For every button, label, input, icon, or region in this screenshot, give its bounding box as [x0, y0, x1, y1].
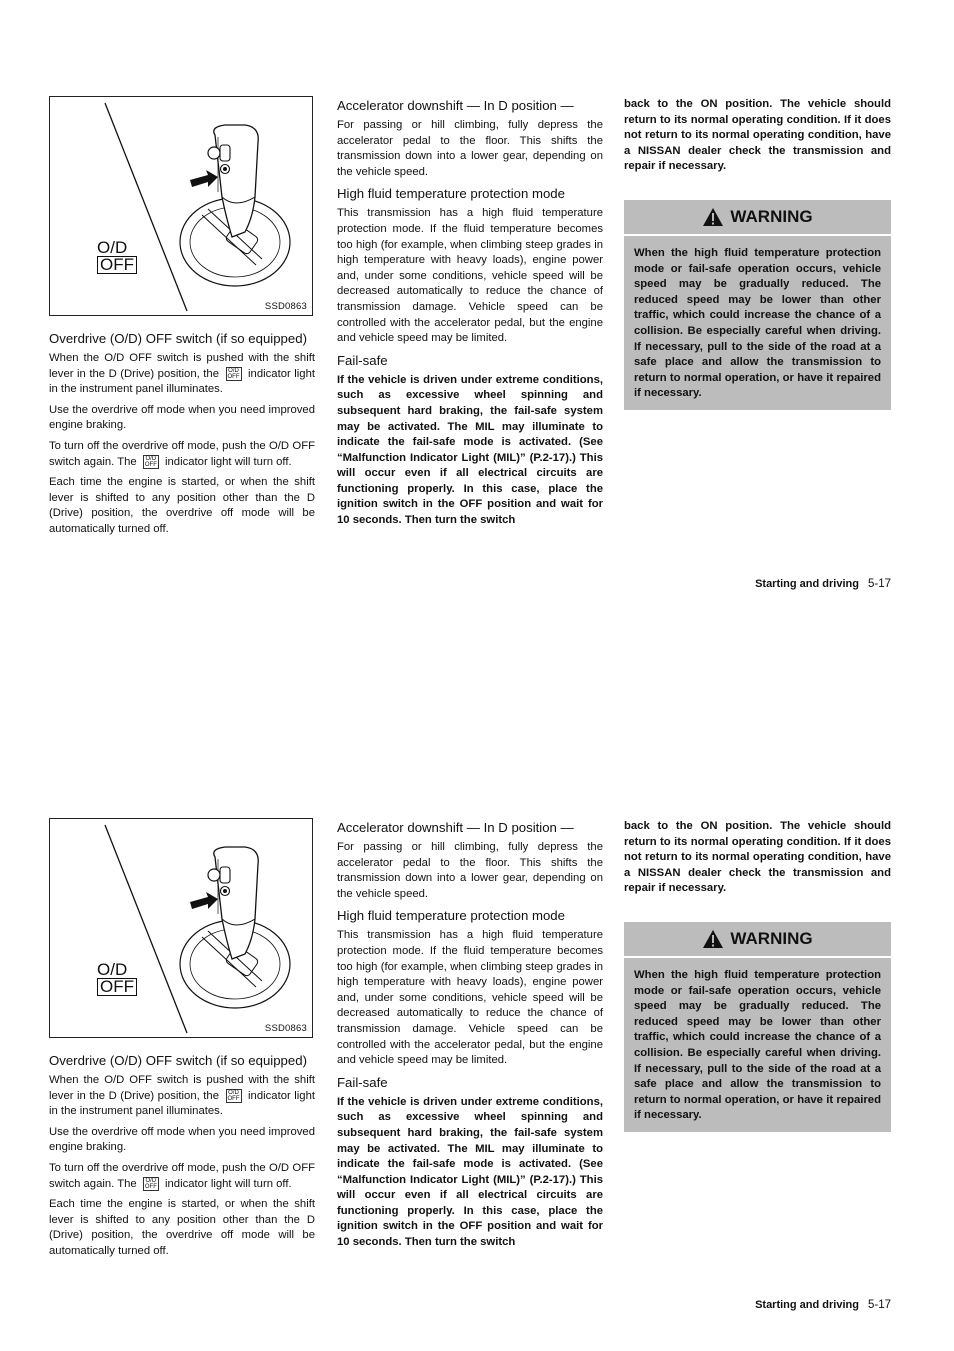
icon-text-top: O/D — [228, 367, 239, 374]
icon-text-bottom: OFF — [227, 1095, 240, 1102]
paragraph-bold: back to the ON position. The vehicle should return to its normal operating condition. If it does not return to its normal operating condition, have a NISSAN dealer check the transmission and repair if necessary. — [624, 98, 891, 173]
paragraph-bold: If the vehicle is driven under extreme conditions, such as excessive wheel spinning and subsequent hard braking, the fail-safe system may be activated. The MIL may illuminate to indicate the fail-safe mode is activated. (See “Malfunction Indicator Light (MIL)” (P.2-17).) This will occur even if all electrical circuits are functioning properly. In this case, place the ignition switch in the OFF position and wait for 10 seconds. Then turn the switch — [337, 1095, 603, 1249]
icon-text-top: O/D — [228, 1089, 239, 1096]
column-left — [49, 330, 315, 543]
warning-header — [624, 922, 891, 958]
shift-lever-figure — [49, 818, 313, 1038]
paragraph-text: indicator light will turn off. — [165, 1177, 292, 1190]
paragraph-text: indicator light in the instrument panel illuminates. — [49, 1089, 315, 1118]
paragraph-text: indicator light in the instrument panel illuminates. — [49, 367, 315, 396]
warning-title: WARNING — [730, 207, 813, 226]
paragraph-text: To turn off the overdrive off mode, push the O/D OFF switch again. The — [49, 1161, 315, 1190]
footer-page-number: 5-17 — [867, 578, 891, 590]
column-right — [624, 819, 891, 902]
paragraph-bold: If the vehicle is driven under extreme conditions, such as excessive wheel spinning and subsequent hard braking, the fail-safe system may be activated. The MIL may illuminate to indicate the fail-safe mode is activated. (See “Malfunction Indicator Light (MIL)” (P.2-17).) This will occur even if all electrical circuits are functioning properly. In this case, place the ignition switch in the OFF position and wait for 10 seconds. Then turn the switch — [337, 373, 603, 527]
paragraph: Use the overdrive off mode when you need improved engine braking. — [49, 1125, 315, 1154]
od-off-label — [97, 239, 137, 274]
section-heading-overdrive: Overdrive (O/D) OFF switch (if so equipped) — [49, 331, 307, 346]
paragraph: For passing or hill climbing, fully depress the accelerator pedal to the floor. This shifts the transmission down into a lower gear, depending on the vehicle speed. — [337, 841, 603, 900]
od-label-text: O/D — [97, 238, 128, 257]
od-off-indicator-icon — [143, 455, 159, 469]
warning-body: When the high fluid temperature protection mode or fail-safe operation occurs, vehicle speed may be gradually reduced. The reduced speed may be lower than other traffic, which could increase the chance of a collision. Be especially careful when driving. If necessary, pull to the side of the road at a safe place and allow the transmission to return to normal operation, or have it repaired if necessary. — [634, 969, 881, 1122]
footer-page-number: 5-17 — [867, 1299, 891, 1311]
warning-triangle-icon — [702, 929, 724, 949]
paragraph: For passing or hill climbing, fully depress the accelerator pedal to the floor. This shifts the transmission down into a lower gear, depending on the vehicle speed. — [337, 119, 603, 178]
paragraph — [49, 439, 315, 470]
paragraph — [49, 1073, 315, 1120]
warning-box — [624, 200, 891, 410]
section-heading-overdrive: Overdrive (O/D) OFF switch (if so equipped) — [49, 1053, 307, 1068]
paragraph-text: When the O/D OFF switch is pushed with the shift lever in the D (Drive) position, the — [49, 352, 315, 380]
paragraph-text: When the O/D OFF switch is pushed with the shift lever in the D (Drive) position, the — [49, 1074, 315, 1102]
paragraph: Use the overdrive off mode when you need improved engine braking. — [49, 403, 315, 432]
off-label-text: OFF — [97, 978, 137, 996]
section-heading-fluid-temp: High fluid temperature protection mode — [337, 908, 565, 924]
shift-lever-illustration — [50, 819, 314, 1039]
section-heading-downshift: Accelerator downshift — In D position — — [337, 820, 574, 835]
paragraph-bold: back to the ON position. The vehicle should return to its normal operating condition. If it does not return to its normal operating condition, have a NISSAN dealer check the transmission and repair if necessary. — [624, 820, 891, 895]
paragraph: Each time the engine is started, or when the shift lever is shifted to any position other than the D (Drive) position, the overdrive off mode will be automatically turned off. — [49, 476, 315, 535]
column-middle — [337, 819, 603, 1256]
page-footer — [755, 1299, 891, 1311]
od-off-indicator-icon — [226, 367, 242, 381]
warning-header — [624, 200, 891, 236]
icon-text-bottom: OFF — [144, 461, 157, 468]
paragraph-text: indicator light will turn off. — [165, 455, 292, 468]
icon-text-top: O/D — [145, 455, 157, 462]
paragraph: This transmission has a high fluid temperature protection mode. If the fluid temperature becomes too high (for example, when climbing steep grades in high temperature with heavy loads), engine power and, under some conditions, vehicle speed will be decreased automatically to reduce the chance of transmission damage. Vehicle speed can be controlled with the accelerator pedal, but the engine and vehicle speed may be limited. — [337, 929, 603, 1067]
paragraph: This transmission has a high fluid temperature protection mode. If the fluid temperature becomes too high (for example, when climbing steep grades in high temperature with heavy loads), engine power and, under some conditions, vehicle speed will be decreased automatically to reduce the chance of transmission damage. Vehicle speed can be controlled with the accelerator pedal, but the engine and vehicle speed may be limited. — [337, 207, 603, 345]
paragraph: Each time the engine is started, or when the shift lever is shifted to any position other than the D (Drive) position, the overdrive off mode will be automatically turned off. — [49, 1198, 315, 1257]
column-left — [49, 1052, 315, 1265]
off-label-text: OFF — [97, 256, 137, 274]
warning-body: When the high fluid temperature protection mode or fail-safe operation occurs, vehicle speed may be gradually reduced. The reduced speed may be lower than other traffic, which could increase the chance of a collision. Be especially careful when driving. If necessary, pull to the side of the road at a safe place and allow the transmission to return to normal operation, or have it repaired if necessary. — [634, 247, 881, 400]
section-heading-fail-safe: Fail-safe — [337, 352, 388, 368]
footer-section: Starting and driving — [755, 1299, 859, 1311]
manual-page-2 — [0, 675, 954, 1351]
warning-box — [624, 922, 891, 1132]
paragraph-text: To turn off the overdrive off mode, push the O/D OFF switch again. The — [49, 439, 315, 468]
icon-text-top: O/D — [145, 1177, 157, 1184]
figure-code: SSD0863 — [264, 301, 307, 312]
paragraph — [49, 1161, 315, 1192]
od-off-indicator-icon — [226, 1089, 242, 1103]
od-off-indicator-icon — [143, 1177, 159, 1191]
warning-triangle-icon — [702, 207, 724, 227]
paragraph — [49, 351, 315, 398]
section-heading-fail-safe: Fail-safe — [337, 1074, 388, 1090]
od-off-label — [97, 961, 137, 996]
shift-lever-illustration — [50, 97, 314, 317]
icon-text-bottom: OFF — [144, 1183, 157, 1190]
warning-title: WARNING — [730, 929, 813, 948]
section-heading-downshift: Accelerator downshift — In D position — — [337, 98, 574, 113]
figure-code: SSD0863 — [264, 1023, 307, 1034]
icon-text-bottom: OFF — [227, 373, 240, 380]
page-footer — [755, 578, 891, 590]
column-right — [624, 97, 891, 180]
shift-lever-figure — [49, 96, 313, 316]
column-middle — [337, 97, 603, 534]
footer-section: Starting and driving — [755, 578, 859, 590]
section-heading-fluid-temp: High fluid temperature protection mode — [337, 186, 565, 202]
od-label-text: O/D — [97, 960, 128, 979]
